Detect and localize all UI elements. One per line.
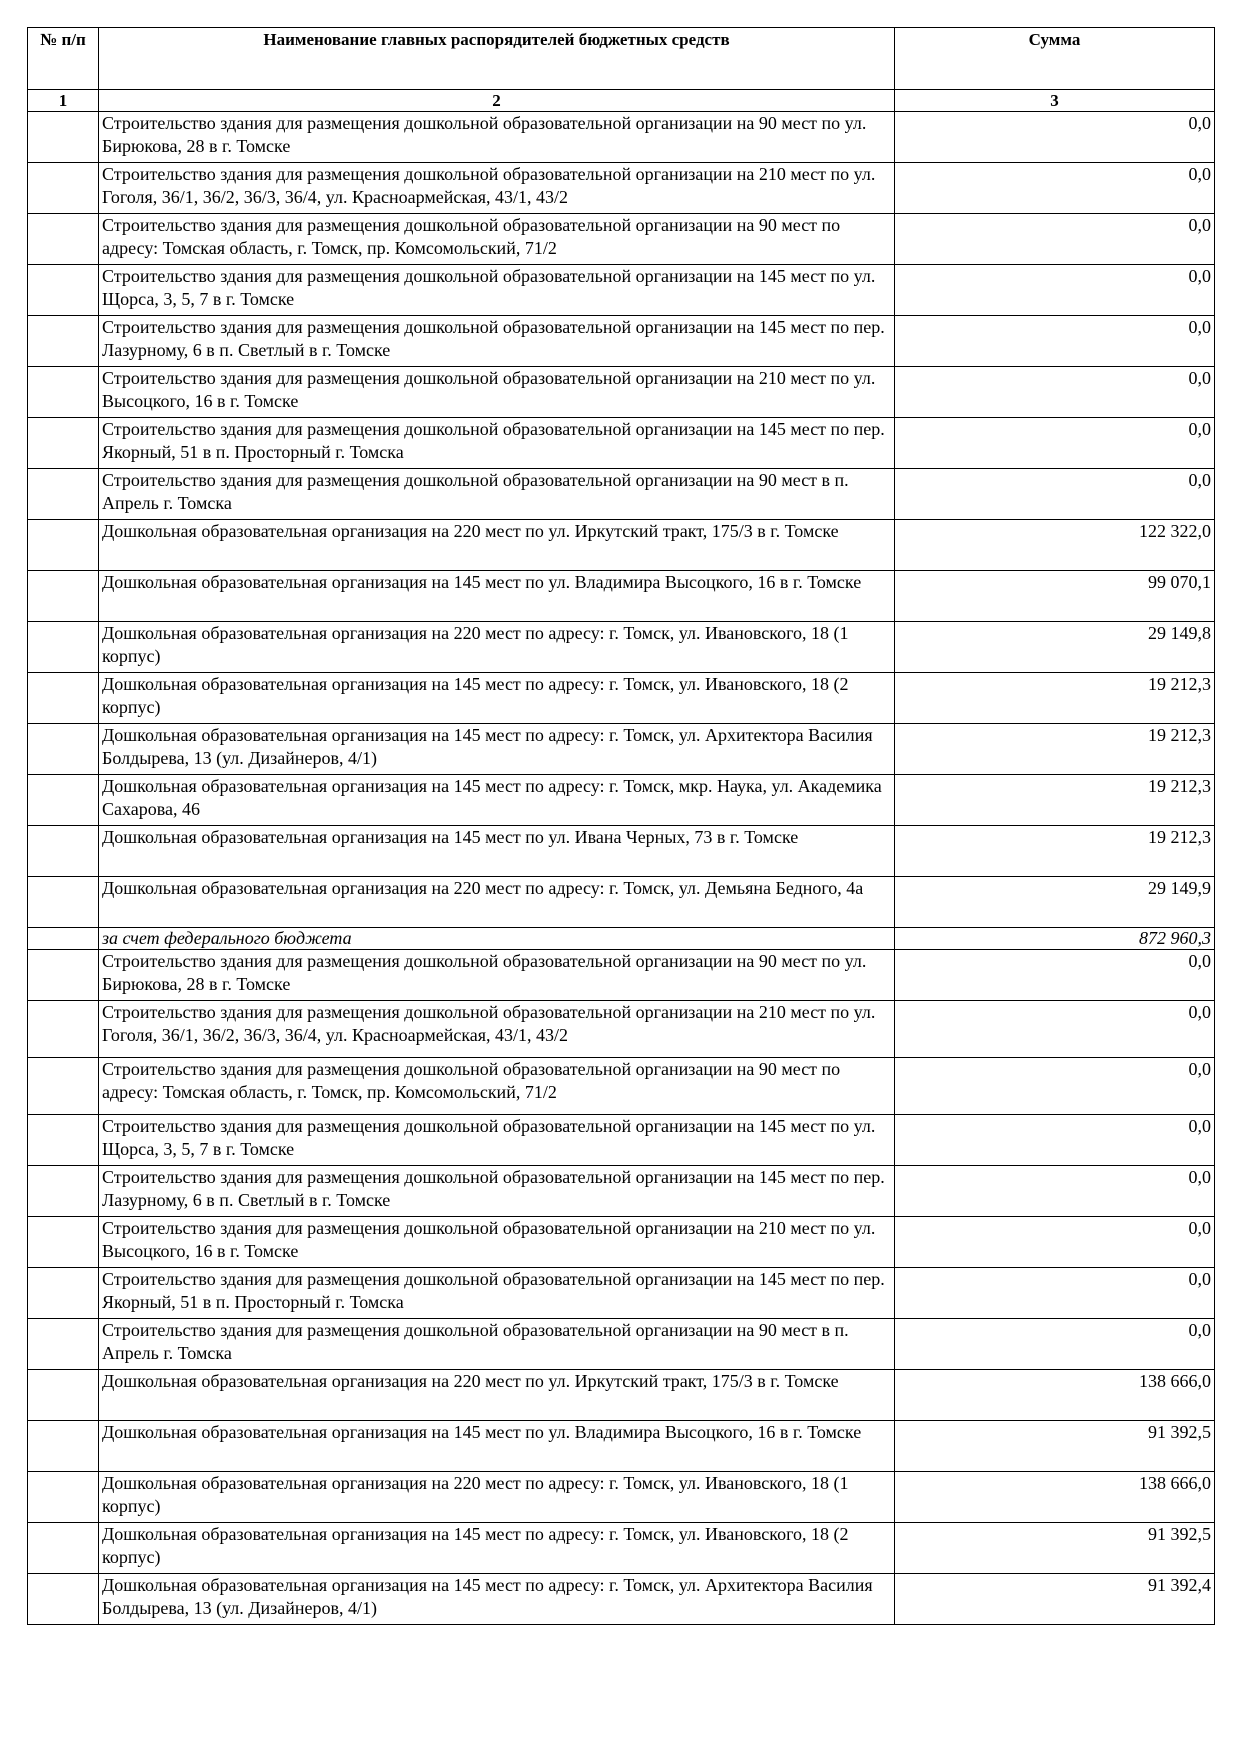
subtotal-row — [28, 928, 1215, 950]
table-row — [28, 724, 1215, 775]
row-number — [28, 520, 99, 571]
row-number — [28, 775, 99, 826]
row-number — [28, 622, 99, 673]
row-number — [28, 1001, 99, 1058]
row-sum: 0,0 — [895, 469, 1215, 520]
row-sum: 0,0 — [895, 265, 1215, 316]
table-row — [28, 950, 1215, 1001]
row-sum: 0,0 — [895, 1319, 1215, 1370]
row-sum: 0,0 — [895, 214, 1215, 265]
row-name: Дошкольная образовательная организация на 220 мест по ул. Иркутский тракт, 175/3 в г. Томске — [99, 1370, 895, 1421]
row-sum: 0,0 — [895, 950, 1215, 1001]
row-sum: 0,0 — [895, 163, 1215, 214]
table-header-row — [28, 28, 1215, 90]
row-sum: 872 960,3 — [895, 928, 1215, 950]
row-sum: 91 392,4 — [895, 1574, 1215, 1625]
row-number — [28, 418, 99, 469]
row-sum: 138 666,0 — [895, 1472, 1215, 1523]
table-row — [28, 1115, 1215, 1166]
table-row — [28, 163, 1215, 214]
row-sum: 91 392,5 — [895, 1421, 1215, 1472]
table-row — [28, 1370, 1215, 1421]
row-number — [28, 1166, 99, 1217]
table-row — [28, 1001, 1215, 1058]
table-row — [28, 1217, 1215, 1268]
row-sum: 0,0 — [895, 418, 1215, 469]
table-row — [28, 622, 1215, 673]
row-name: Строительство здания для размещения дошкольной образовательной организации на 145 мест по пер. Лазурному, 6 в п. Светлый в г. Томске — [99, 1166, 895, 1217]
row-name: Строительство здания для размещения дошкольной образовательной организации на 90 мест в п. Апрель г. Томска — [99, 469, 895, 520]
row-name: Строительство здания для размещения дошкольной образовательной организации на 210 мест по ул. Гоголя, 36/1, 36/2, 36/3, 36/4, ул. Красноармейская, 43/1, 43/2 — [99, 1001, 895, 1058]
row-sum: 0,0 — [895, 1001, 1215, 1058]
row-sum: 0,0 — [895, 316, 1215, 367]
table-row — [28, 316, 1215, 367]
table-row — [28, 1268, 1215, 1319]
row-sum: 0,0 — [895, 1058, 1215, 1115]
row-name: Строительство здания для размещения дошкольной образовательной организации на 145 мест по ул. Щорса, 3, 5, 7 в г. Томске — [99, 1115, 895, 1166]
row-name: Дошкольная образовательная организация на 220 мест по адресу: г. Томск, ул. Демьяна Бедного, 4а — [99, 877, 895, 928]
budget-table — [27, 27, 1215, 1625]
row-sum: 19 212,3 — [895, 826, 1215, 877]
row-number — [28, 1472, 99, 1523]
table-row — [28, 1058, 1215, 1115]
row-number — [28, 469, 99, 520]
row-number — [28, 367, 99, 418]
header-num: № п/п — [28, 28, 99, 90]
row-sum: 0,0 — [895, 1268, 1215, 1319]
row-number — [28, 316, 99, 367]
column-index-2: 2 — [99, 90, 895, 112]
table-row — [28, 1166, 1215, 1217]
row-name: за счет федерального бюджета — [99, 928, 895, 950]
row-sum: 19 212,3 — [895, 775, 1215, 826]
row-sum: 0,0 — [895, 1166, 1215, 1217]
table-row — [28, 1523, 1215, 1574]
row-name: Дошкольная образовательная организация на 220 мест по адресу: г. Томск, ул. Ивановского, 18 (1 корпус) — [99, 1472, 895, 1523]
row-sum: 0,0 — [895, 1217, 1215, 1268]
row-number — [28, 877, 99, 928]
table-row — [28, 877, 1215, 928]
row-sum: 138 666,0 — [895, 1370, 1215, 1421]
table-body — [28, 112, 1215, 1625]
row-name: Строительство здания для размещения дошкольной образовательной организации на 90 мест по ул. Бирюкова, 28 в г. Томске — [99, 950, 895, 1001]
row-name: Строительство здания для размещения дошкольной образовательной организации на 145 мест по пер. Якорный, 51 в п. Просторный г. Томска — [99, 418, 895, 469]
row-name: Дошкольная образовательная организация на 145 мест по адресу: г. Томск, ул. Ивановского, 18 (2 корпус) — [99, 1523, 895, 1574]
header-name: Наименование главных распорядителей бюджетных средств — [99, 28, 895, 90]
row-name: Строительство здания для размещения дошкольной образовательной организации на 210 мест по ул. Высоцкого, 16 в г. Томске — [99, 1217, 895, 1268]
row-number — [28, 214, 99, 265]
column-index-row — [28, 90, 1215, 112]
row-name: Строительство здания для размещения дошкольной образовательной организации на 210 мест по ул. Высоцкого, 16 в г. Томске — [99, 367, 895, 418]
row-number — [28, 1319, 99, 1370]
table-row — [28, 214, 1215, 265]
row-number — [28, 1574, 99, 1625]
header-sum: Сумма — [895, 28, 1215, 90]
row-number — [28, 826, 99, 877]
row-number — [28, 112, 99, 163]
row-name: Дошкольная образовательная организация на 145 мест по ул. Владимира Высоцкого, 16 в г. Томске — [99, 1421, 895, 1472]
row-name: Строительство здания для размещения дошкольной образовательной организации на 90 мест в п. Апрель г. Томска — [99, 1319, 895, 1370]
row-name: Строительство здания для размещения дошкольной образовательной организации на 145 мест по пер. Лазурному, 6 в п. Светлый в г. Томске — [99, 316, 895, 367]
row-sum: 0,0 — [895, 367, 1215, 418]
row-name: Строительство здания для размещения дошкольной образовательной организации на 90 мест по адресу: Томская область, г. Томск, пр. Комсомольский, 71/2 — [99, 1058, 895, 1115]
row-number — [28, 1115, 99, 1166]
row-number — [28, 1058, 99, 1115]
row-number — [28, 950, 99, 1001]
row-sum: 19 212,3 — [895, 724, 1215, 775]
table-row — [28, 112, 1215, 163]
row-name: Строительство здания для размещения дошкольной образовательной организации на 145 мест по пер. Якорный, 51 в п. Просторный г. Томска — [99, 1268, 895, 1319]
row-sum: 29 149,9 — [895, 877, 1215, 928]
row-number — [28, 1217, 99, 1268]
row-name: Дошкольная образовательная организация на 220 мест по адресу: г. Томск, ул. Ивановского, 18 (1 корпус) — [99, 622, 895, 673]
row-number — [28, 265, 99, 316]
table-row — [28, 520, 1215, 571]
table-row — [28, 1574, 1215, 1625]
row-name: Строительство здания для размещения дошкольной образовательной организации на 90 мест по ул. Бирюкова, 28 в г. Томске — [99, 112, 895, 163]
table-row — [28, 1472, 1215, 1523]
row-sum: 99 070,1 — [895, 571, 1215, 622]
row-name: Дошкольная образовательная организация на 145 мест по адресу: г. Томск, ул. Ивановского, 18 (2 корпус) — [99, 673, 895, 724]
row-number — [28, 1421, 99, 1472]
row-number — [28, 571, 99, 622]
row-name: Дошкольная образовательная организация на 220 мест по ул. Иркутский тракт, 175/3 в г. Томске — [99, 520, 895, 571]
table-row — [28, 1319, 1215, 1370]
row-number — [28, 673, 99, 724]
row-name: Дошкольная образовательная организация на 145 мест по адресу: г. Томск, мкр. Наука, ул. Академика Сахарова, 46 — [99, 775, 895, 826]
table-row — [28, 673, 1215, 724]
row-number — [28, 928, 99, 950]
table-row — [28, 1421, 1215, 1472]
table-row — [28, 367, 1215, 418]
row-sum: 91 392,5 — [895, 1523, 1215, 1574]
row-name: Дошкольная образовательная организация на 145 мест по ул. Ивана Черных, 73 в г. Томске — [99, 826, 895, 877]
row-name: Дошкольная образовательная организация на 145 мест по адресу: г. Томск, ул. Архитектора Василия Болдырева, 13 (ул. Дизайнеров, 4/1) — [99, 1574, 895, 1625]
table-row — [28, 418, 1215, 469]
row-number — [28, 724, 99, 775]
table-row — [28, 826, 1215, 877]
column-index-3: 3 — [895, 90, 1215, 112]
row-number — [28, 1268, 99, 1319]
row-name: Строительство здания для размещения дошкольной образовательной организации на 90 мест по адресу: Томская область, г. Томск, пр. Комсомольский, 71/2 — [99, 214, 895, 265]
row-number — [28, 163, 99, 214]
row-name: Дошкольная образовательная организация на 145 мест по адресу: г. Томск, ул. Архитектора Василия Болдырева, 13 (ул. Дизайнеров, 4/1) — [99, 724, 895, 775]
table-row — [28, 265, 1215, 316]
row-sum: 0,0 — [895, 112, 1215, 163]
row-name: Строительство здания для размещения дошкольной образовательной организации на 210 мест по ул. Гоголя, 36/1, 36/2, 36/3, 36/4, ул. Красноармейская, 43/1, 43/2 — [99, 163, 895, 214]
row-number — [28, 1523, 99, 1574]
row-sum: 0,0 — [895, 1115, 1215, 1166]
row-sum: 19 212,3 — [895, 673, 1215, 724]
table-row — [28, 571, 1215, 622]
table-row — [28, 775, 1215, 826]
column-index-1: 1 — [28, 90, 99, 112]
table-row — [28, 469, 1215, 520]
row-sum: 122 322,0 — [895, 520, 1215, 571]
row-number — [28, 1370, 99, 1421]
row-name: Строительство здания для размещения дошкольной образовательной организации на 145 мест по ул. Щорса, 3, 5, 7 в г. Томске — [99, 265, 895, 316]
row-sum: 29 149,8 — [895, 622, 1215, 673]
row-name: Дошкольная образовательная организация на 145 мест по ул. Владимира Высоцкого, 16 в г. Томске — [99, 571, 895, 622]
